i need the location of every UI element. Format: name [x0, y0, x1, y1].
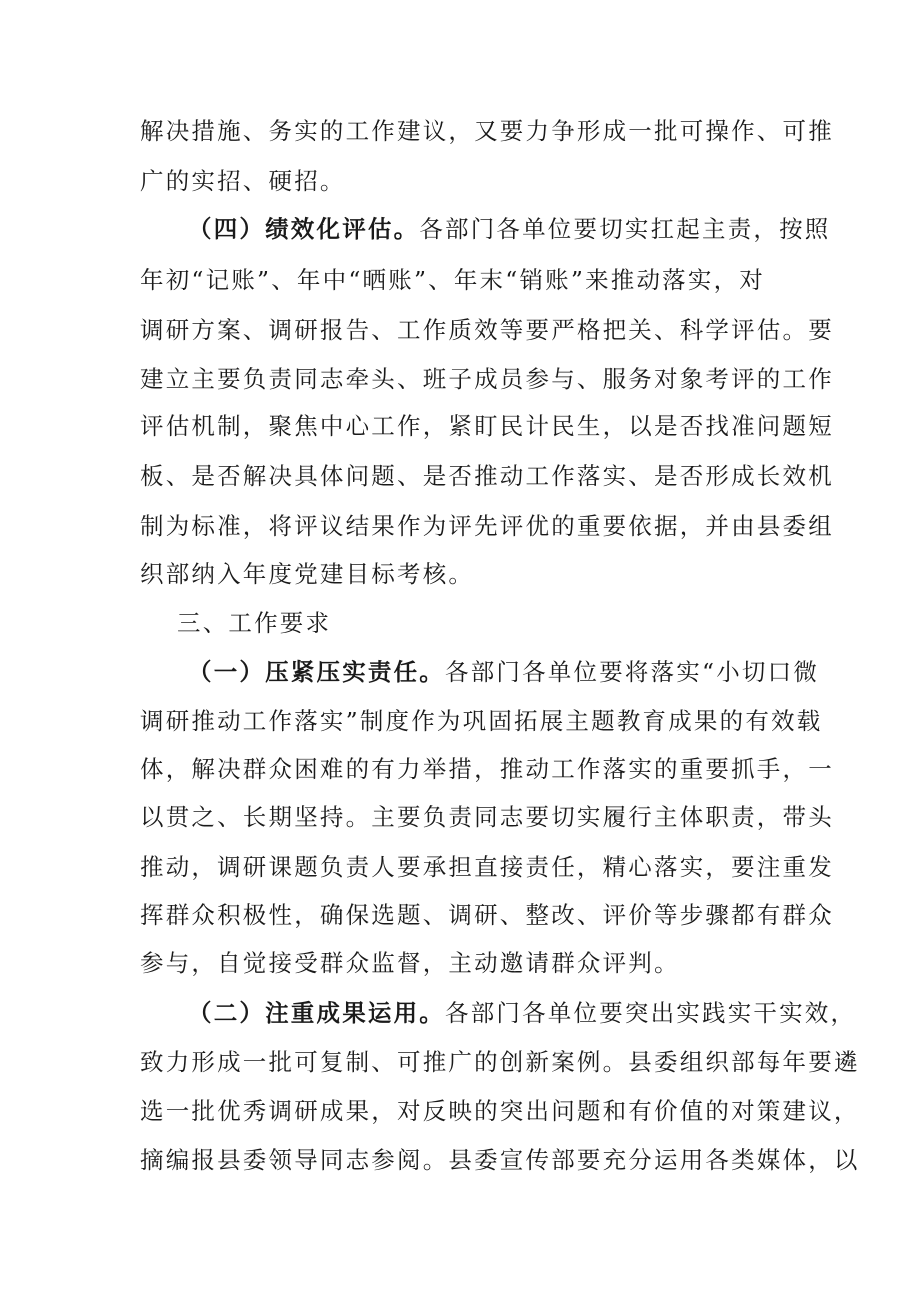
- paragraph-line: 以贯之、长期坚持。主要负责同志要切实履行主体职责，带头: [140, 803, 834, 831]
- paragraph-line: 选一批优秀调研成果，对反映的突出问题和有价值的对策建议，: [140, 1097, 860, 1125]
- paragraph-first-line: [188, 997, 856, 1029]
- paragraph-line: 调研方案、调研报告、工作质效等要严格把关、科学评估。要: [140, 316, 834, 344]
- paragraph-line: 广的实招、硬招。: [140, 167, 346, 195]
- paragraph-line: 致力形成一批可复制、可推广的创新案例。县委组织部每年要遴: [140, 1048, 860, 1076]
- subheading-4: （四）绩效化评估。: [188, 215, 420, 243]
- paragraph-line: 建立主要负责同志牵头、班子成员参与、服务对象考评的工作: [140, 365, 834, 393]
- subheading-2: （二）注重成果运用。: [188, 999, 445, 1027]
- paragraph-line: 挥群众积极性，确保选题、调研、整改、评价等步骤都有群众: [140, 901, 834, 929]
- paragraph-first-line: [188, 656, 819, 688]
- paragraph-line: 推动，调研课题负责人要承担直接责任，精心落实，要注重发: [140, 853, 834, 881]
- paragraph-line: 参与，自觉接受群众监督，主动邀请群众评判。: [140, 949, 680, 977]
- paragraph-text: 各部门各单位要突出实践实干实效，: [445, 999, 857, 1027]
- paragraph-line: 摘编报县委领导同志参阅。县委宣传部要充分运用各类媒体，以: [140, 1146, 860, 1174]
- paragraph-line: 制为标准，将评议结果作为评先评优的重要依据，并由县委组: [140, 512, 834, 540]
- paragraph-line: 体，解决群众困难的有力举措，推动工作落实的重要抓手，一: [140, 755, 834, 783]
- paragraph-line: 调研推动工作落实”制度作为巩固拓展主题教育成果的有效载: [140, 707, 823, 735]
- paragraph-line: 年初“记账”、年中“晒账”、年末“销账”来推动落实，对: [140, 266, 765, 294]
- paragraph-line: 板、是否解决具体问题、是否推动工作落实、是否形成长效机: [140, 462, 834, 490]
- paragraph-line: 解决措施、务实的工作建议，又要力争形成一批可操作、可推: [140, 117, 834, 145]
- subheading-1: （一）压紧压实责任。: [188, 658, 445, 686]
- paragraph-text: 各部门各单位要将落实“小切口微: [445, 658, 820, 686]
- paragraph-line: 评估机制，聚焦中心工作，紧盯民计民生，以是否找准问题短: [140, 412, 834, 440]
- paragraph-first-line: [188, 213, 831, 245]
- paragraph-line: 织部纳入年度党建目标考核。: [140, 560, 475, 588]
- paragraph-text: 各部门各单位要切实扛起主责，按照: [419, 215, 831, 243]
- section-heading: 三、工作要求: [177, 609, 332, 637]
